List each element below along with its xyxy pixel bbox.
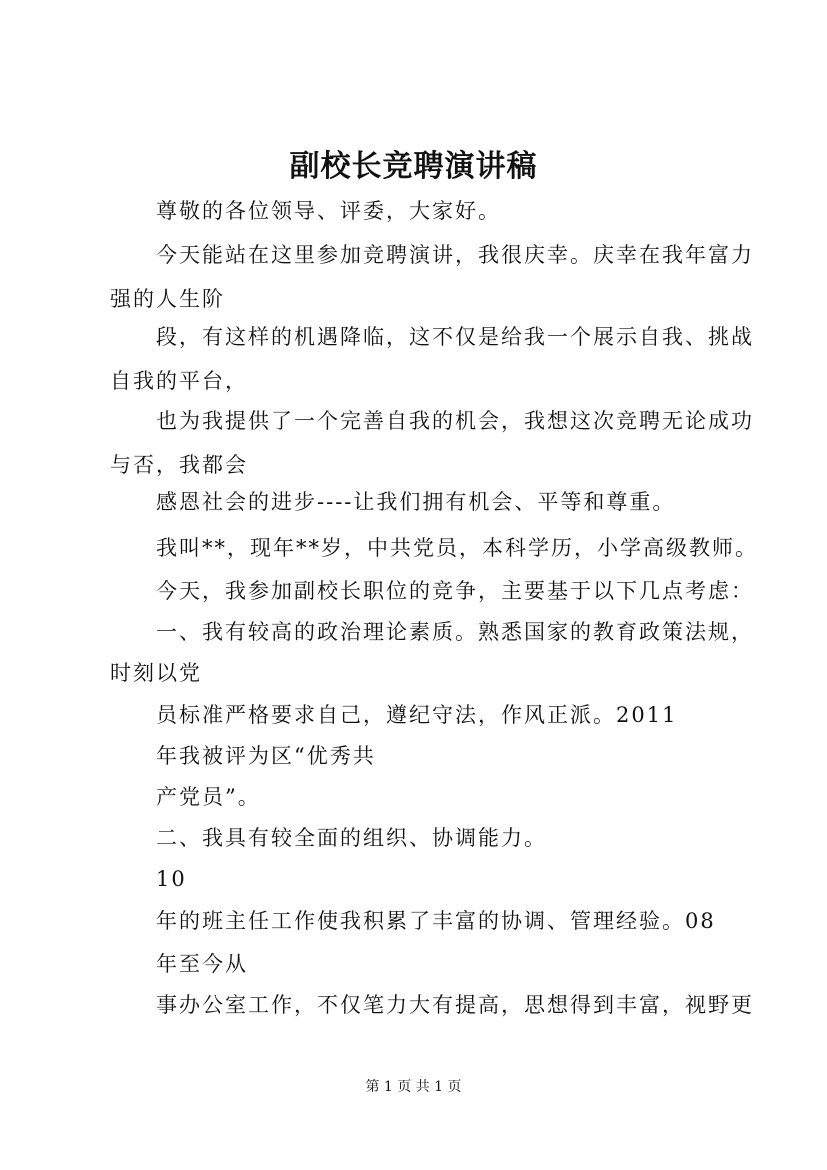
body-line-2: 今天能站在这里参加竞聘演讲，我很庆幸。庆幸在我年富力 — [156, 243, 754, 267]
body-line-13: 员标准严格要求自己，遵纪守法，作风正派。2011 — [156, 703, 678, 727]
body-line-17: 10 — [156, 867, 187, 891]
body-line-16: 二、我具有较全面的组织、协调能力。 — [156, 826, 547, 850]
body-line-19: 年至今从 — [156, 952, 248, 976]
body-line-11: 一、我有较高的政治理论素质。熟悉国家的教育政策法规， — [156, 620, 754, 644]
body-line-15: 产党员”。 — [156, 785, 261, 809]
body-line-9: 我叫**，现年**岁，中共党员，本科学历，小学高级教师。 — [156, 536, 758, 560]
body-line-8: 感恩社会的进步----让我们拥有机会、平等和尊重。 — [156, 490, 676, 514]
body-line-18: 年的班主任工作使我积累了丰富的协调、管理经验。08 — [156, 909, 716, 933]
body-line-7: 与否，我都会 — [110, 453, 248, 477]
body-line-14: 年我被评为区“优秀共 — [156, 744, 376, 768]
body-line-20: 事办公室工作，不仅笔力大有提高，思想得到丰富，视野更 — [156, 993, 754, 1017]
page-number-footer: 第 1 页 共 1 页 — [365, 1079, 462, 1095]
body-line-5: 自我的平台， — [110, 369, 248, 393]
body-line-4: 段，有这样的机遇降临，这不仅是给我一个展示自我、挑战 — [156, 325, 754, 349]
document-title: 副校长竞聘演讲稿 — [289, 149, 538, 184]
body-line-6: 也为我提供了一个完善自我的机会，我想这次竞聘无论成功 — [156, 409, 754, 433]
body-line-12: 时刻以党 — [110, 661, 202, 685]
body-line-3: 强的人生阶 — [110, 287, 225, 311]
body-line-10: 今天，我参加副校长职位的竞争，主要基于以下几点考虑： — [156, 579, 754, 603]
body-line-1: 尊敬的各位领导、评委，大家好。 — [156, 199, 501, 223]
